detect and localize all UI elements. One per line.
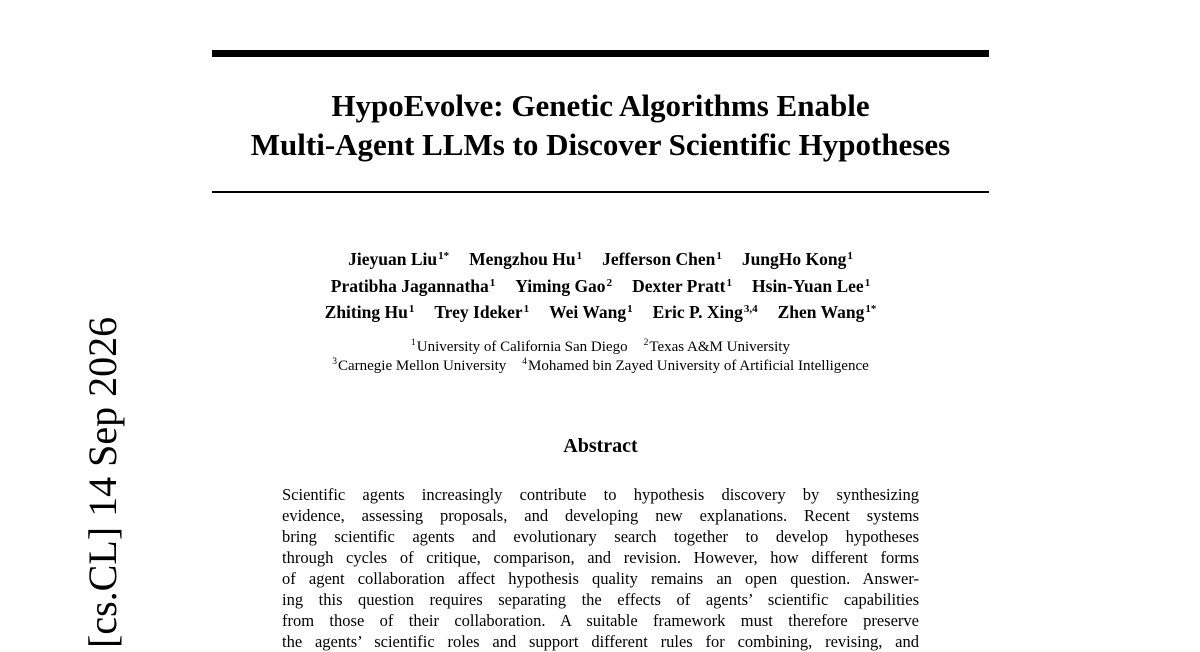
author [602,249,722,269]
affiliation-name: University of California San Diego [416,339,628,355]
author [778,302,877,322]
author-affiliation-mark: 1 [576,250,583,262]
author [549,302,633,322]
abstract-heading: Abstract [563,435,638,457]
author-affiliation-mark: 1 [523,303,530,315]
affiliation [644,339,790,355]
author [653,302,758,322]
author-name: Dexter Pratt [632,275,726,296]
author-affiliation-mark: 3,4 [743,303,758,315]
title-line: HypoEvolve: Genetic Algorithms Enable [331,88,870,123]
affiliation-name: Mohamed bin Zayed University of Artificial Intelligence [528,358,869,374]
affiliation-name: Texas A&M University [649,339,790,355]
author [434,302,529,322]
affiliation-list [212,338,989,376]
author-name: Yiming Gao [515,275,606,296]
author-line [212,246,989,273]
author-name: Jieyuan Liu [348,249,438,269]
abstract-line: evidence, assessing proposals, and developing new explanations. Recent systems [282,506,919,525]
author [331,276,496,296]
affiliation-mark: 1 [411,338,416,348]
abstract-line: of agent collaboration affect hypothesis quality remains an open question. Answer- [282,569,919,588]
author [742,249,853,269]
title-line: Multi-Agent LLMs to Discover Scientific Hypotheses [250,127,951,162]
author [469,249,582,269]
author [632,276,732,296]
author [348,249,449,269]
affiliation-mark: 4 [522,357,528,367]
abstract-line: from those of their collaboration. A suitable framework must therefore preserve [282,611,919,630]
author [752,276,870,296]
author-name: Hsin-Yuan Lee [752,275,864,296]
arxiv-stamp: [cs.CL] 14 Sep 2026 [80,316,125,648]
author-name: Mengzhou Hu [469,249,576,269]
author-name: Jefferson Chen [602,249,716,269]
abstract-line: ing this question requires separating the effects of agents’ scientific capabilities [282,590,919,609]
author-affiliation-mark: 1 [489,276,496,289]
author-name: Trey Ideker [434,302,523,322]
affiliation-mark: 2 [643,338,649,348]
author-affiliation-mark: 1 [864,276,871,289]
abstract-body [282,484,919,652]
abstract-line: through cycles of critique, comparison, and revision. However, how different forms [282,548,919,567]
author-line [212,299,989,326]
abstract-line: the agents’ scientific roles and support different rules for combining, revising, and [282,632,919,651]
author-affiliation-mark: 1 [408,303,415,315]
abstract-line: Scientific agents increasingly contribute to hypothesis discovery by synthesizing [282,485,919,504]
author-affiliation-mark: 1* [865,303,877,315]
author-affiliation-mark: 1 [847,250,853,262]
affiliation [332,358,506,374]
paper-title [212,86,989,164]
affiliation-line [212,338,989,357]
author-line [212,273,989,300]
author-name: Eric P. Xing [652,302,743,322]
author-list [212,246,989,326]
affiliation-mark: 3 [332,357,337,367]
author-affiliation-mark: 2 [606,276,613,289]
affiliation-line [212,357,989,376]
author-name: Pratibha Jagannatha [330,275,489,296]
abstract-line: bring scientific agents and evolutionary search together to develop hypotheses [282,527,919,546]
author-name: JungHo Kong [741,249,847,269]
author-affiliation-mark: 1 [716,250,722,262]
author-name: Zhen Wang [777,302,865,322]
author [325,302,415,322]
affiliation [522,358,868,374]
affiliation [411,339,628,355]
author-affiliation-mark: 1 [627,303,633,315]
author [515,276,612,296]
author-affiliation-mark: 1 [726,276,733,289]
title-bottom-rule [212,191,989,193]
author-name: Zhiting Hu [324,302,408,322]
author-name: Wei Wang [549,302,627,322]
top-rule [212,50,989,57]
author-affiliation-mark: 1* [438,250,450,262]
affiliation-name: Carnegie Mellon University [337,358,507,374]
